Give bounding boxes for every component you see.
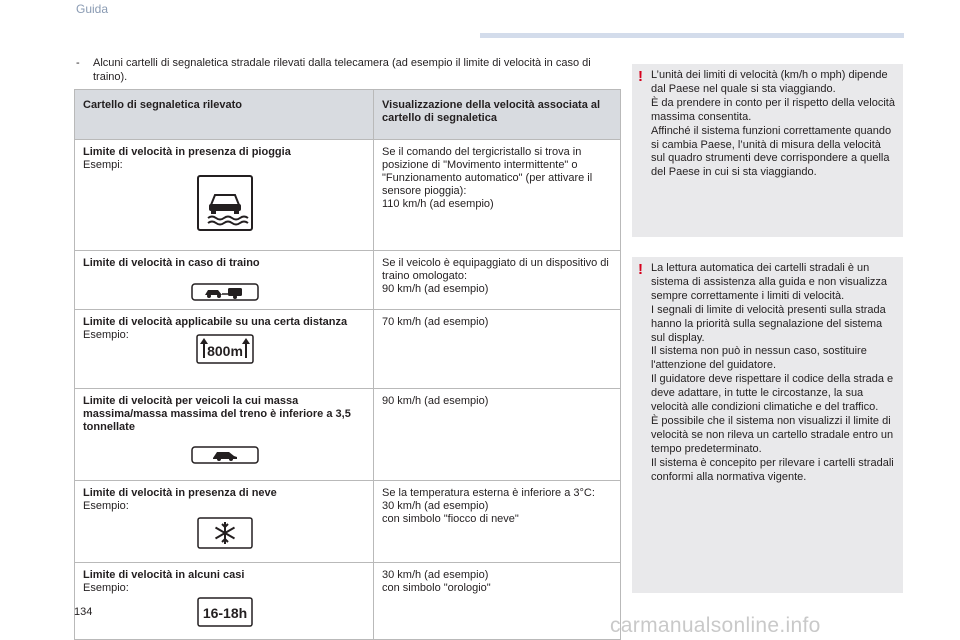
sign-cell (75, 251, 374, 310)
table-row (75, 563, 621, 640)
car-icon (191, 446, 259, 464)
table-row (75, 389, 621, 481)
snowflake-icon (197, 517, 253, 549)
sign-title: Limite di velocità per veicoli la cui massa massima/massa massima del treno è inferiore a 3,5 tonnellate (83, 395, 351, 433)
intro-text: Alcuni cartelli di segnaletica stradale rilevati dalla telecamera (ad esempio il limite di velocità in caso di traino). (93, 57, 591, 83)
note-system-limits (632, 257, 903, 593)
note-text: L’unità dei limiti di velocità (km/h o mph) dipende dal Paese nel quale si sta viaggiando. È da prendere in conto per il rispetto della velocità massima consentita. Affinché il sistema funzioni correttamente quando si cambia Paese, l’unità di misura della velocità sul quadro strumenti deve corrispondere a quella del Paese in cui si sta viaggiando. (651, 69, 895, 179)
sign-title: Limite di velocità in presenza di neve (83, 487, 277, 499)
distance-label: 800m (207, 343, 243, 359)
sign-title: Limite di velocità in presenza di pioggia (83, 146, 291, 158)
speed-cell: 70 km/h (ad esempio) (374, 310, 621, 389)
warning-icon: ! (638, 68, 643, 85)
signs-table (74, 89, 621, 640)
sign-title: Limite di velocità applicabile su una certa distanza (83, 316, 348, 328)
sign-subtitle: Esempio: (83, 582, 129, 594)
header-detected-sign: Cartello di segnaletica rilevato (75, 90, 374, 140)
sign-title: Limite di velocità in caso di traino (83, 257, 260, 269)
speed-cell: Se la temperatura esterna è inferiore a 3°C: 30 km/h (ad esempio) con simbolo "fiocco di neve" (374, 481, 621, 563)
table-row (75, 140, 621, 251)
header-section-label: Guida (76, 2, 109, 16)
time-16-18h-icon (197, 597, 253, 627)
sign-subtitle: Esempio: (83, 500, 129, 512)
sign-cell (75, 389, 374, 481)
table-row (75, 481, 621, 563)
note-text: La lettura automatica dei cartelli stradali è un sistema di assistenza alla guida e non visualizza sempre correttamente i limiti di velocità. I segnali di limite di velocità presenti sulla strada hanno la priorità sulla segnalazione del sistema sul display. Il sistema non può in nessun caso, sostituire l'attenzione del guidatore. Il guidatore deve rispettare il codice della strada e deve adattare, in tutte le circostanze, la sua velocità alle condizioni climatiche e del traffico. È possibile che il sistema non visualizzi il limite di velocità se non rileva un cartello stradale entro un tempo predeterminato. Il sistema è concepito per rilevare i cartelli stradali conformi alla normativa vigente. (651, 262, 894, 483)
intro-bullet (76, 56, 621, 84)
table-row (75, 310, 621, 389)
sign-title: Limite di velocità in alcuni casi (83, 569, 245, 581)
watermark: carmanualsonline.info (610, 614, 821, 637)
speed-cell: Se il comando del tergicristallo si trova in posizione di "Movimento intermittente" o "Funzionamento automatico" (per attivare il sensore pioggia): 110 km/h (ad esempio) (374, 140, 621, 251)
table-row (75, 251, 621, 310)
warning-icon: ! (638, 261, 643, 278)
sign-cell (75, 140, 374, 251)
time-label: 16-18h (202, 605, 248, 621)
speed-cell: Se il veicolo è equipaggiato di un dispositivo di traino omologato: 90 km/h (ad esempio) (374, 251, 621, 310)
sign-cell (75, 563, 374, 640)
sign-cell (75, 310, 374, 389)
rain-car-icon (197, 175, 253, 231)
distance-800m-icon (196, 334, 254, 364)
note-speed-unit (632, 64, 903, 237)
header-associated-speed: Visualizzazione della velocità associata al cartello di segnaletica (374, 90, 621, 140)
speed-cell: 90 km/h (ad esempio) (374, 389, 621, 481)
car-trailer-icon (191, 283, 259, 301)
sign-subtitle: Esempio: (83, 329, 129, 341)
sign-cell (75, 481, 374, 563)
speed-cell: 30 km/h (ad esempio) con simbolo "orologio" (374, 563, 621, 640)
page-number: 134 (74, 606, 93, 618)
header-bar (480, 33, 904, 38)
table-header-row (75, 90, 621, 140)
bullet-dash: - (76, 57, 80, 69)
sign-subtitle: Esempi: (83, 159, 123, 171)
